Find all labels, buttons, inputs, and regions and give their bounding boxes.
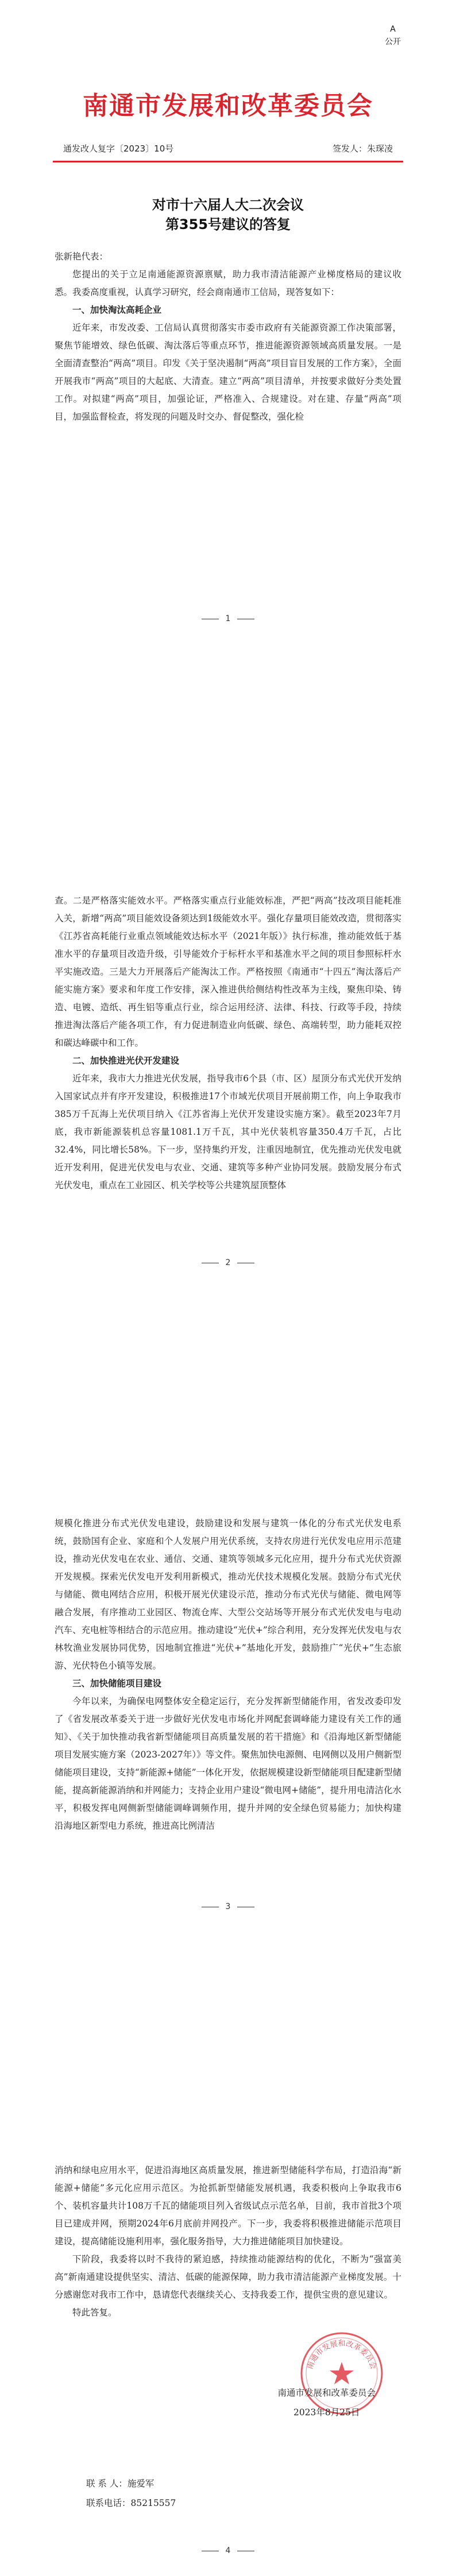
classification-mark: [385, 23, 401, 48]
page-3-body: [55, 1515, 401, 1835]
signature-org: 南通市发展和改革委员会: [277, 2388, 376, 2398]
page-number: 1: [0, 614, 456, 623]
title-line-2: 第355号建议的答复: [165, 216, 291, 232]
page-3: [0, 1288, 456, 1932]
signer: 签发人：朱琛凌: [332, 143, 393, 154]
section-heading-1: 一、加快淘汰高耗企业: [72, 305, 162, 315]
signature-block: [277, 2383, 376, 2422]
paragraph: 今年以来，为确保电网整体安全稳定运行，充分发挥新型储能作用，省发改委印发了《省发展改革委关于进一步做好光伏发电市场化并网配套调峰能力建设有关工作的通知》、《关于加快推动我省新型储能项目高质量发展的若干措施》和《沿海地区新型储能项目发展实施方案（2023-2027年）》等文件。聚焦加快电源侧、电网侧以及用户侧新型储能项目建设，支持“新能源+储能”一体化开发，依据规模建设新型储能项目配建新型储能，提高新能源消纳和并网能力；支持企业用户建设“微电网+储能”，提升用电清洁化水平，积极发挥电网侧新型储能调峰调频作用，提升并网的安全绿色贸易能力；加快构建沿海地区新型电力系统，推进高比例清洁: [55, 1696, 401, 1831]
doc-info-line: [63, 142, 393, 154]
paragraph: 下阶段，我委将以时不我待的紧迫感，持续推动能源结构的优化，不断为“强富美高”新南通建设提供坚实、清洁、低碳的能源保障，助力我市清洁能源产业梯度发展。十分感谢您对我市工作中，恳请您代表继续关心、支持我委工作，提供宝贵的意见建议。: [55, 2254, 401, 2300]
paragraph: 规模化推进分布式光伏发电建设，鼓励建设和发展与建筑一体化的分布式光伏发电系统，鼓励国有企业、家庭和个人发展户用光伏系统，支持农房进行光伏发电应用示范建设，推动光伏发电在农业、通信、交通、建筑等领域多元化应用，提升分布式光伏资源开发规模。探索光伏发电开发利用新模式，推动光伏技术规模化发展。鼓励分布式光伏与储能、微电网结合应用，积极开展光伏建设示范，推动分布式光伏与储能、微电网等融合发展，有序推动工业园区、物流仓库、大型公交站场等开展分布式光伏发电与电动汽车、充电桩等相结合的示范应用。推动建设“光伏+”综合利用，充分发挥光伏发电与农林牧渔业发展协同优势，因地制宜推进“光伏+”基地化开发，鼓励推广“光伏+”生态旅游、光伏特色小镇等发展。: [55, 1518, 401, 1671]
page-number: 4: [0, 2546, 456, 2555]
paragraph: 近年来，我市大力推进光伏发展，指导我市6个县（市、区）屋顶分布式光伏开发纳入国家试点并有序开发建设，积极推进17个市域光伏项目开展前期工作，向上争取我市385万千瓦海上光伏项目纳入《江苏省海上光伏开发建设实施方案》。截至2023年7月底，我市新能源装机总容量1081.1万千瓦，其中光伏装机容量350.4万千瓦，占比32.4%，同比增长58%。下一步，坚持集约开发，注重因地制宜，优先推动光伏发电就近开发利用，促进光伏发电与农业、交通、建筑等多种产业协同发展。鼓励发展分布式光伏发电，重点在工业园区、机关学校等公共建筑屋顶整体: [55, 1073, 401, 1190]
org-header: 南通市发展和改革委员会: [83, 91, 373, 121]
classification-code: A: [390, 25, 396, 34]
doc-number: 通发改人复字〔2023〕10号: [63, 143, 174, 154]
page-number: 3: [0, 1902, 456, 1911]
document-title: [0, 195, 456, 234]
page-4-body: [55, 2162, 401, 2322]
signature-date: 2023年8月25日: [293, 2407, 360, 2418]
page-1-body: [55, 248, 401, 426]
paragraph: 近年来，市发改委、工信局认真贯彻落实市委市政府有关能源资源工作决策部署，聚焦节能增效、绿色低碳、淘汰落后等重点环节，推进能源资源领域高质量发展。一是全面清查整治“两高”项目。印发《关于坚决遏制“两高”项目盲目发展的工作方案》，全面开展我市“两高”项目的大起底、大清查。建立“两高”项目清单，并按要求做好分类处置工作。对拟建“两高”项目，加强论证，严格准入、合规建设。对在建、存量“两高”项目，加强监督检查，将发现的问题及时交办、督促整改，强化检: [55, 323, 401, 422]
page-1: [0, 0, 456, 644]
contact-person: 联 系 人：施爱军: [86, 2478, 154, 2489]
salutation: 张新艳代表：: [55, 251, 109, 262]
red-divider: [53, 161, 403, 162]
paragraph: 消纳和绿电应用水平，促进沿海地区高质量发展，推进新型储能科学布局，打造沿海“新能源+储能”多元化应用示范区。为抢抓新型储能发展机遇，我委积极向上争取我市6个、装机容量共计108万千瓦的储能项目列入省级试点示范名单，目前，我市首批3个项目已建成并网，预期2024年6月底前并网投产。下一步，我委将积极推进储能示范项目建设，提高储能设施利用率，强化服务指导，大力推进储能项目加快建设。: [55, 2165, 401, 2247]
page-number: 2: [0, 1258, 456, 1267]
closing: 特此答复。: [72, 2307, 117, 2318]
page-4: [0, 1932, 456, 2576]
contact-phone: 联系电话：85215557: [86, 2498, 176, 2508]
page-2: [0, 644, 456, 1288]
paragraph: 您提出的关于立足南通能源资源禀赋，助力我市清洁能源产业梯度格局的建议收悉。我委高度重视，认真学习研究，经会商南通市工信局，现答复如下：: [55, 269, 401, 297]
paragraph: 查。二是严格落实能效水平。严格落实重点行业能效标准，严把“两高”技改项目能耗准入关，新增“两高”项目能效设备须达到1级能效水平。强化存量项目能效改造，贯彻落实《江苏省高耗能行业重点领域能效达标水平（2021年版）》执行标准，推动能效低于基准水平的存量项目改造升级，引导能效介于标杆水平和基准水平之间的项目参照标杆水平实施改造。三是大力开展落后产能淘汰工作。严格按照《南通市“十四五”淘汰落后产能实施方案》要求和年度工作安排，深入推进供给侧结构性改革为主线，聚焦印染、铸造、电镀、造纸、再生铝等重点行业，综合运用经济、法律、科技、行政等手段，持续推进淘汰落后产能各项工作，有力促进制造业向低碳、绿色、高端转型，助力能耗双控和碳达峰碳中和工作。: [55, 895, 401, 1048]
section-heading-3: 三、加快储能项目建设: [72, 1678, 162, 1689]
section-heading-2: 二、加快推进光伏开发建设: [72, 1056, 180, 1066]
contact-block: [86, 2474, 176, 2513]
disclosure-label: 公开: [385, 37, 401, 46]
seal-text: 南通市发展和改革委员会: [306, 2340, 378, 2371]
title-line-1: 对市十六届人大二次会议: [152, 197, 304, 213]
page-2-body: [55, 892, 401, 1194]
